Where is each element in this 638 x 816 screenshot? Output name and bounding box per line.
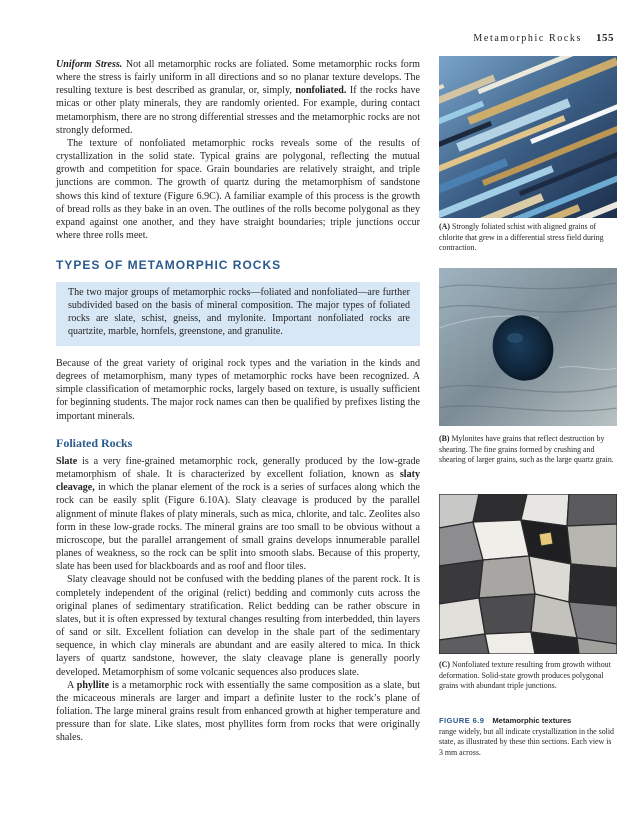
term-nonfoliated: nonfoliated. <box>295 85 347 97</box>
schist-thin-section-image <box>439 56 617 218</box>
figure-title: Metamorphic textures <box>492 716 572 725</box>
quartzite-thin-section-image <box>439 494 617 654</box>
photo-a-foliated-schist <box>439 56 617 218</box>
slate-paragraph <box>56 455 420 573</box>
running-title: Metamorphic Rocks <box>473 33 582 44</box>
slate-text-b: in which the planar element of the rock is a series of surfaces along which the rock can be easily split (Figure 6.10A). Slaty cleavage is produced by the parallel alignment of minute flakes of platy minerals, such as mica, chlorite, and talc. Zeolites also form in these low-grade rocks. The mineral grains are too small to be obvious without a microscope, but the parallel arrangement of small grains develops innumerable parallel planes of weakness, so the rock can be split into smooth slabs. Because of this property, slate has been used for blackboards and as roof and floor tiles. <box>56 482 420 573</box>
caption-c-text: Nonfoliated texture resulting from growth without deformation. Solid-state growth produces polygonal grains with abundant triple junctions. <box>439 660 611 691</box>
photo-c-nonfoliated <box>439 494 617 654</box>
caption-b <box>439 434 617 466</box>
section-heading: TYPES OF METAMORPHIC ROCKS <box>56 258 282 272</box>
caption-c-label: (C) <box>439 660 450 669</box>
uniform-stress-text-a: Not all metamorphic rocks are foliated. Some metamorphic rocks form where the stress is fairly uniform in all directions and so no planar texture develops. The resulting texture is best described as granular, or, simply, <box>56 59 420 97</box>
phyllite-text-a: A <box>67 679 77 691</box>
caption-b-text: Mylonites have grains that reflect destruction by shearing. The fine grains formed by crushing and shearing of larger grains, such as the large quartz grain. <box>439 434 614 465</box>
caption-b-label: (B) <box>439 434 450 443</box>
uniform-stress-paragraph <box>56 58 420 137</box>
figure-caption <box>439 716 617 758</box>
summary-box: The two major groups of metamorphic rocks—foliated and nonfoliated—are further subdivided based on the basis of mineral composition. The major types of foliated rocks are slate, schist, gneiss, and mylonite. Important nonfoliated rocks are quartzite, marble, hornfels, greenstone, and granulite. <box>56 282 420 346</box>
caption-a <box>439 222 617 254</box>
uniform-stress-text-b: If the rocks have micas or other platy minerals, they are randomly oriented. For example, during contact metamorphism, there are no strong differential stresses and the metamorphic rocks are not strongly deformed. <box>56 85 420 136</box>
caption-a-label: (A) <box>439 222 450 231</box>
phyllite-text-b: is a metamorphic rock with essentially the same composition as a slate, but the micaceous minerals are larger and impart a definite luster to the rock’s plane of foliation. The large mineral grains result from enhanced growth at higher temperature and pressure than for slate. Like slates, most phyllites form from rocks that were originally shales. <box>56 679 420 744</box>
term-slaty-cleavage: slaty cleavage, <box>56 469 420 494</box>
photo-b-mylonite <box>439 268 617 426</box>
running-head <box>473 32 614 44</box>
foliated-rocks-body <box>56 455 420 744</box>
caption-c <box>439 660 617 692</box>
nonfoliated-texture-paragraph: The texture of nonfoliated metamorphic rocks reveals some of the results of crystallization in the solid state. Typical grains are polygonal, reflecting the mutual growth and competition for space. Grain boundaries are relatively straight, and triple junctions are common. The growth of quartz during the metamorphism of sandstone shows this kind of texture (Figure 6.9C). A familiar example of this process is the growth of bread rolls as they bake in an oven. The outlines of the rolls become polygonal as they expand against one another, and they have straight boundaries; triple junctions occur where three rolls meet. <box>56 137 420 242</box>
term-slate: Slate <box>56 456 78 467</box>
uniform-stress-lead-in: Uniform Stress. <box>56 59 123 70</box>
term-phyllite: phyllite <box>76 679 110 691</box>
figure-caption-text: range widely, but all indicate crystallization in the solid state, as illustrated by these thin sections. Each view is 3 mm across. <box>439 726 615 757</box>
slaty-cleavage-paragraph: Slaty cleavage should not be confused with the bedding planes of the parent rock. It is completely independent of the original (relict) bedding and commonly cuts across the original planes of sedimentary stratification. Relict bedding can be rather obscure in slates, but it is often expressed by textural changes resulting from interbedded, thin layers of sand or silt. Excellent foliation can develop in the shale part of the sedimentary sequence, in which clay minerals are abundant and are easily altered to mica. In thick layers of quartz sandstone, however, the slaty cleavage plane is generally poorly developed. Metamorphism of some volcanic sequences also produces slate. <box>56 574 420 678</box>
uniform-stress-section <box>56 58 420 242</box>
types-intro-paragraph: Because of the great variety of original rock types and the variation in the kinds and degrees of metamorphism, many types of metamorphic rocks have been recognized. A simple classification of metamorphic rocks, largely based on texture, is usually sufficient for beginning students. The major rock names can then be qualified by prefixes listing the important minerals. <box>56 358 420 422</box>
phyllite-paragraph <box>56 679 420 745</box>
slate-text-a: is a very fine-grained metamorphic rock, generally produced by the low-grade metamorphism of shale. It is characterized by excellent foliation, known as <box>56 456 420 481</box>
page-number: 155 <box>596 32 614 44</box>
figure-label: FIGURE 6.9 <box>439 716 485 725</box>
mylonite-thin-section-image <box>439 268 617 426</box>
foliated-rocks-heading: Foliated Rocks <box>56 436 133 450</box>
caption-a-text: Strongly foliated schist with aligned grains of chlorite that grew in a differential stress field during contraction. <box>439 222 604 253</box>
